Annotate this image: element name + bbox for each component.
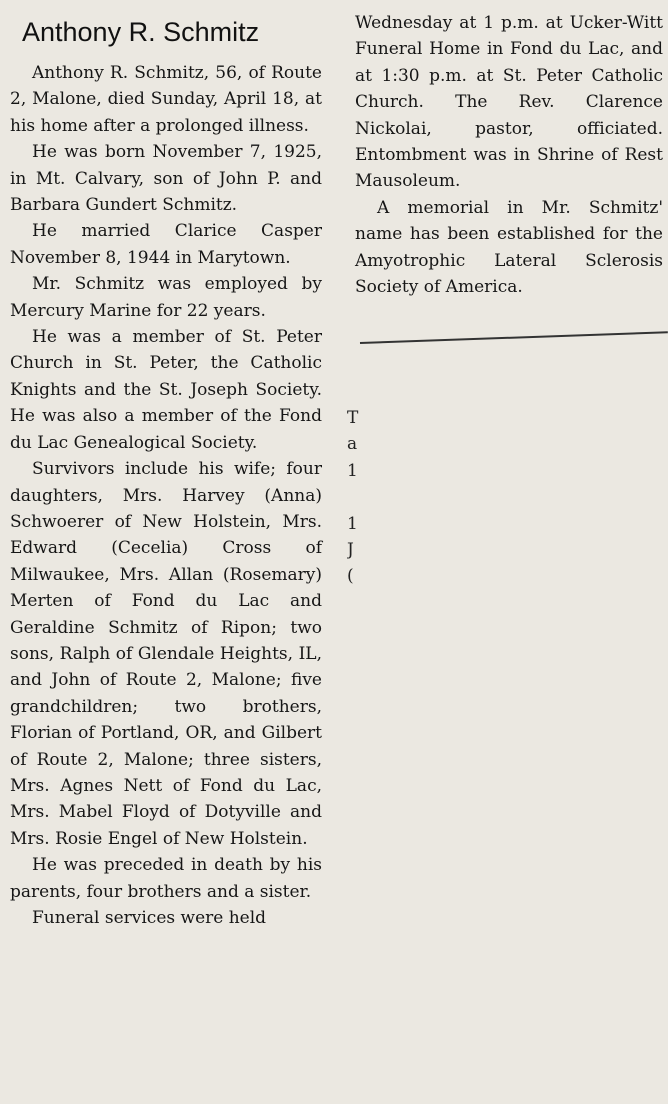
fragment-letter: 1 bbox=[347, 513, 358, 534]
paragraph-preceded: He was preceded in death by his parents, four brothers and a sister. bbox=[10, 855, 322, 902]
adjacent-article-fragments bbox=[347, 405, 371, 590]
fragment-letter: J bbox=[347, 539, 354, 560]
paragraph-memberships: He was a member of St. Peter Church in St. Peter, the Catholic Knights and the St. Joseph Society. He was also a member of the Fond du Lac Genealogical Society. bbox=[10, 327, 322, 453]
paragraph-birth: He was born November 7, 1925, in Mt. Calvary, son of John P. and Barbara Gundert Schmitz. bbox=[10, 142, 322, 216]
section-divider bbox=[360, 331, 668, 344]
fragment-letter: T bbox=[347, 408, 359, 428]
fragment-letter: ( bbox=[347, 566, 354, 587]
paragraph-employment: Mr. Schmitz was employed by Mercury Marine for 22 years. bbox=[10, 274, 322, 321]
right-column bbox=[355, 10, 663, 300]
obituary-headline: Anthony R. Schmitz bbox=[22, 17, 260, 47]
paragraph-death: Anthony R. Schmitz, 56, of Route 2, Malone, died Sunday, April 18, at his home after a prolonged illness. bbox=[10, 63, 322, 136]
paragraph-funeral-continued: Wednesday at 1 p.m. at Ucker-Witt Funeral Home in Fond du Lac, and at 1:30 p.m. at St. Peter Catholic Church. The Rev. Clarence Nickolai, pastor, officiated. Entombment was in Shrine of Rest Mausoleum. bbox=[355, 13, 663, 192]
fragment-letter: 1 bbox=[347, 460, 358, 481]
paragraph-survivors: Survivors include his wife; four daughters, Mrs. Harvey (Anna) Schwoerer of New Holstein, Mrs. Edward (Cecelia) Cross of Milwaukee, Mrs. Allan (Rosemary) Merten of Fond du Lac and Geraldine Schmitz of Ripon; two sons, Ralph of Glendale Heights, IL, and John of Route 2, Malone; five grandchildren; two brothers, Florian of Portland, OR, and Gilbert of Route 2, Malone; three sisters, Mrs. Agnes Nett of Fond du Lac, Mrs. Mabel Floyd of Dotyville and Mrs. Rosie Engel of New Holstein. bbox=[10, 459, 322, 849]
fragment-letter: a bbox=[347, 434, 358, 455]
left-column bbox=[10, 60, 322, 931]
paragraph-funeral-start: Funeral services were held bbox=[32, 908, 267, 928]
paragraph-memorial: A memorial in Mr. Schmitz' name has been established for the Amyotrophic Lateral Sclerosis Society of America. bbox=[355, 197, 663, 298]
paragraph-marriage: He married Clarice Casper November 8, 1944 in Marytown. bbox=[10, 221, 322, 268]
